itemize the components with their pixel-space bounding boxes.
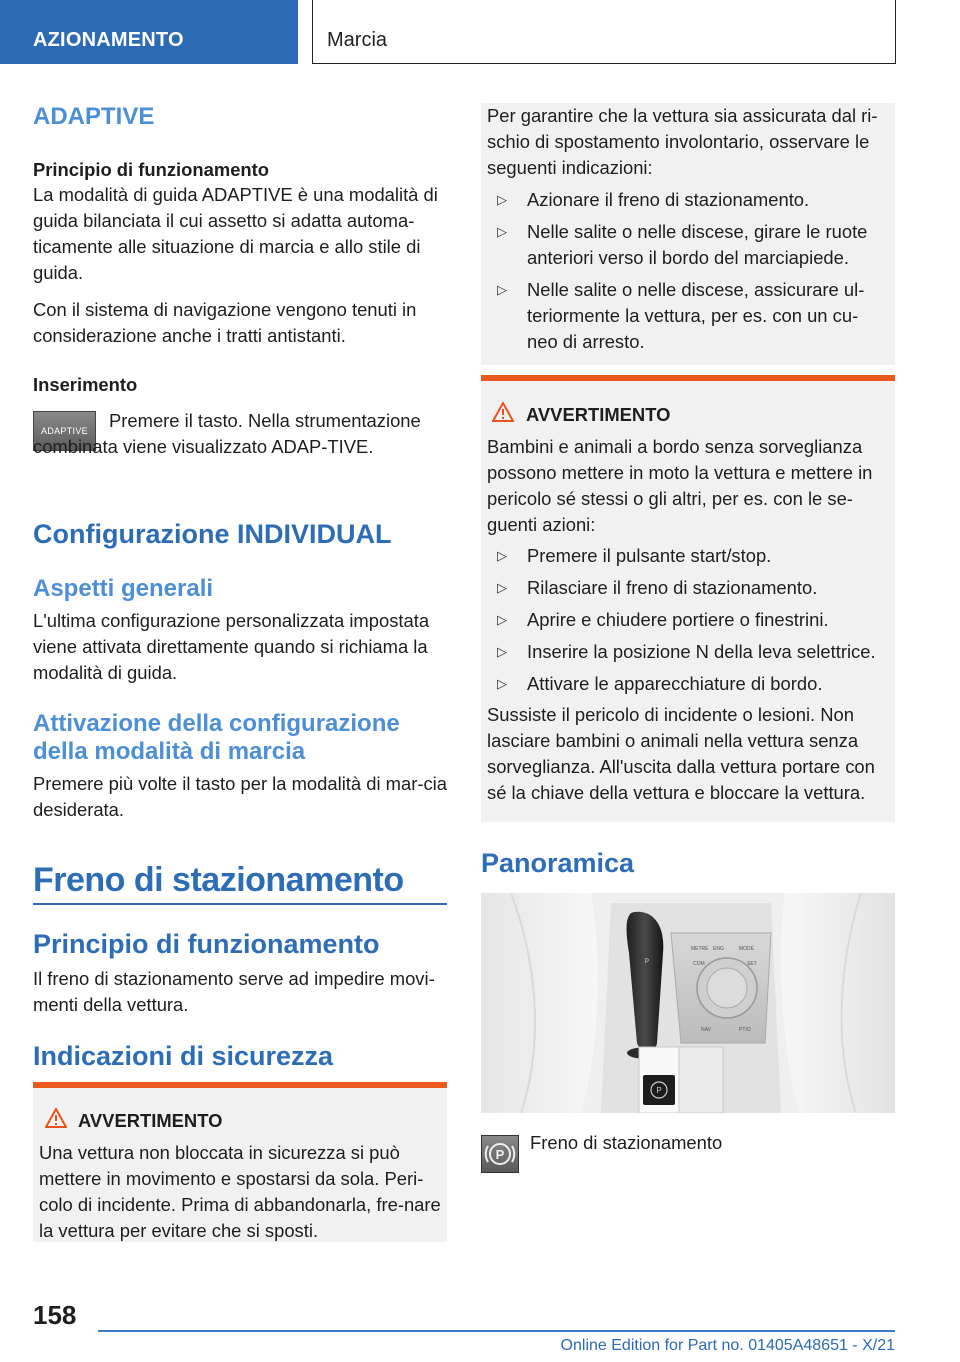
panoramica-heading: Panoramica [481, 848, 635, 878]
warning-outro-right: Sussiste il pericolo di incidente o lesioni. Non lasciare bambini o animali nella vettura senza sorveglianza. All'uscita dalla vettura portare con sé la chiave della vettura e bloccare la vettura. [487, 704, 875, 803]
individual-heading: Configurazione INDIVIDUAL [33, 519, 392, 549]
attivazione-paragraph: Premere più volte il tasto per la modalità di mar-cia desiderata. [33, 773, 447, 820]
list-item: ▷ Premere il pulsante start/stop. [487, 543, 887, 569]
photo-label-set: SET [747, 961, 757, 967]
photo-label-nav: NAV [701, 1027, 711, 1033]
freno-heading-rule [33, 903, 447, 905]
precautions-list [487, 187, 887, 355]
photo-label-com: COM [693, 961, 705, 967]
list-item: ▷ Aprire e chiudere portiere o finestrini. [487, 607, 887, 633]
warning-title-left: AVVERTIMENTO [78, 1110, 223, 1131]
list-item: ▷ Azionare il freno di stazionamento. [487, 187, 887, 213]
page-number: 158 [33, 1300, 77, 1330]
precautions-intro: Per garantire che la vettura sia assicurata dal ri-schio di spostamento involontario, osservare le seguenti indicazioni: [487, 105, 878, 178]
aspetti-paragraph: L'ultima configurazione personalizzata impostata viene attivata direttamente quando si richiama la modalità di guida. [33, 610, 430, 683]
warning-list-right [487, 543, 887, 697]
warning-intro-right: Bambini e animali a bordo senza sorveglianza possono mettere in moto la vettura e mettere in pericolo sé stessi o gli altri, per es. con le se-guenti azioni: [487, 436, 873, 535]
photo-label-eng: ENG [713, 946, 724, 952]
warning-title-right: AVVERTIMENTO [526, 404, 671, 425]
photo-label-mode: MODE [739, 946, 754, 952]
list-item: ▷ Inserire la posizione N della leva selettrice. [487, 639, 887, 665]
svg-text:P: P [644, 959, 650, 965]
principio-paragraph-1: La modalità di guida ADAPTIVE è una modalità di guida bilanciata il cui assetto si adatta automa-ticamente alle situazione di marcia e allo stile di guida. [33, 184, 438, 283]
principio-paragraph-2: Con il sistema di navigazione vengono tenuti in considerazione anche i tratti antistanti. [33, 299, 417, 346]
warning-triangle-icon [492, 402, 514, 422]
photo-label-ptio: PTIO [739, 1027, 751, 1033]
header-chapter-label: Marcia [327, 29, 388, 51]
center-console-photo [481, 893, 895, 1113]
list-item: ▷ Nelle salite o nelle discese, assicurare ul-teriormente la vettura, per es. con un cu-neo di arresto. [487, 277, 887, 355]
photo-label-metre: METRE [691, 946, 709, 952]
inserimento-paragraph: Premere il tasto. Nella strumentazione combinata viene visualizzato ADAP-TIVE. [33, 410, 421, 457]
header-chapter-tab [312, 0, 896, 64]
sicurezza-heading: Indicazioni di sicurezza [33, 1041, 334, 1071]
list-item: ▷ Rilasciare il freno di stazionamento. [487, 575, 887, 601]
freno-principio-heading: Principio di funzionamento [33, 929, 380, 959]
principio-heading: Principio di funzionamento [33, 159, 270, 180]
warning-triangle-icon [45, 1108, 67, 1128]
list-item: ▷ Attivare le apparecchiature di bordo. [487, 671, 887, 697]
adaptive-button-label: ADAPTIVE [41, 426, 88, 436]
header-section-tab [0, 0, 298, 64]
svg-text:P: P [495, 1147, 505, 1162]
parking-brake-button-icon [481, 1135, 519, 1173]
attivazione-heading: Attivazione della configurazione della modalità di marcia [33, 710, 400, 765]
aspetti-heading: Aspetti generali [33, 575, 214, 602]
footer-rule [98, 1330, 895, 1332]
header-section-label: AZIONAMENTO [33, 29, 184, 51]
svg-text:P: P [656, 1086, 662, 1095]
parking-brake-label: Freno di stazionamento [530, 1132, 723, 1153]
freno-heading: Freno di stazionamento [33, 861, 404, 899]
freno-principio-paragraph: Il freno di stazionamento serve ad impedire movi-menti della vettura. [33, 968, 435, 1015]
inserimento-heading: Inserimento [33, 374, 138, 395]
footer-edition: Online Edition for Part no. 01405A48651 - X/21 [560, 1337, 895, 1354]
list-item: ▷ Nelle salite o nelle discese, girare le ruote anteriori verso il bordo del marciapiede. [487, 219, 887, 271]
warning-text-left: Una vettura non bloccata in sicurezza si può mettere in movimento e spostarsi da sola. Peri-colo di incidente. Prima di abbandonarla, fre-nare la vettura per evitare che si sposti. [39, 1142, 441, 1241]
adaptive-heading: ADAPTIVE [33, 103, 155, 130]
